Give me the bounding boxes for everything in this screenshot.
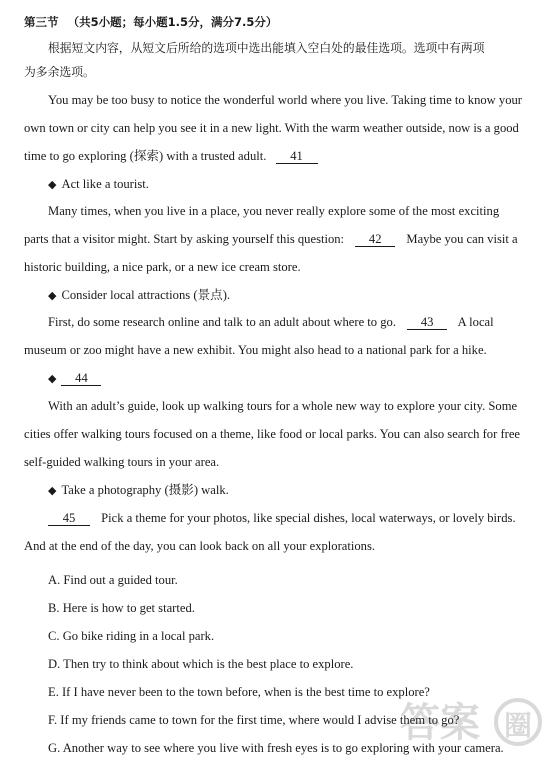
blank-45[interactable]: 45	[48, 511, 90, 526]
option-a[interactable]: A. Find out a guided tour.	[48, 573, 178, 587]
p5-line-1	[48, 510, 516, 526]
p3-line-1	[48, 314, 494, 330]
subheading-4-text: Take a photography (摄影) walk.	[61, 483, 229, 497]
option-b[interactable]: B. Here is how to get started.	[48, 601, 195, 615]
diamond-bullet-icon: ◆	[48, 179, 57, 191]
subheading-2-text: Consider local attractions (景点).	[61, 288, 231, 302]
p3-line-1-text-post: A local	[457, 315, 494, 329]
p2-line-3: historic building, a nice park, or a new ice cream store.	[24, 260, 301, 274]
svg-text:答案: 答案	[400, 700, 480, 746]
p4-line-3: self-guided walking tours in your area.	[24, 455, 220, 469]
diamond-bullet-icon: ◆	[48, 290, 57, 302]
p5-line-2: And at the end of the day, you can look back on all your explorations.	[24, 539, 376, 553]
option-c[interactable]: C. Go bike riding in a local park.	[48, 629, 215, 643]
option-e[interactable]: E. If I have never been to the town before, when is the best time to explore?	[48, 685, 430, 699]
diamond-bullet-icon: ◆	[48, 373, 57, 385]
subheading-4	[48, 482, 229, 499]
subheading-1	[48, 176, 149, 193]
p4-line-1: With an adult’s guide, look up walking tours for a whole new way to explore your city. Some	[48, 399, 518, 413]
subheading-1-text: Act like a tourist.	[61, 177, 149, 191]
blank-41[interactable]: 41	[276, 149, 318, 164]
p3-line-1-text-pre: First, do some research online and talk to an adult about where to go.	[48, 315, 396, 329]
svg-text:圈: 圈	[504, 709, 533, 742]
p2-line-2-text-post: Maybe you can visit a	[406, 232, 518, 246]
blank-44[interactable]: 44	[61, 371, 101, 386]
section-title: 第三节	[24, 15, 59, 29]
p2-line-2	[24, 231, 518, 247]
diamond-bullet-icon: ◆	[48, 485, 57, 497]
option-g[interactable]: G. Another way to see where you live with fresh eyes is to go exploring with your camera.	[48, 741, 504, 755]
p5-line-1-text: Pick a theme for your photos, like special dishes, local waterways, or lovely birds.	[101, 511, 516, 525]
p2-line-1: Many times, when you live in a place, you never really explore some of the most exciting	[48, 204, 500, 218]
p1-line-1: You may be too busy to notice the wonderful world where you live. Taking time to know your	[48, 93, 522, 107]
p1-line-2: own town or city can help you see it in a new light. With the warm weather outside, now is a good	[24, 121, 519, 135]
answer-circle-watermark-logo	[394, 688, 544, 758]
section-header	[24, 14, 277, 30]
blank-43[interactable]: 43	[407, 315, 447, 330]
p1-line-3-text: time to go exploring (探索) with a trusted adult.	[24, 149, 267, 163]
p2-line-2-text-pre: parts that a visitor might. Start by asking yourself this question:	[24, 232, 345, 246]
subheading-2	[48, 287, 230, 304]
p4-line-2: cities offer walking tours focused on a theme, like food or local parks. You can also search for free	[24, 427, 521, 441]
option-f[interactable]: F. If my friends came to town for the first time, where would I advise them to go?	[48, 713, 460, 727]
subheading-3	[48, 370, 101, 387]
p1-line-3	[24, 148, 318, 164]
option-d[interactable]: D. Then try to think about which is the best place to explore.	[48, 657, 354, 671]
p3-line-2: museum or zoo might have a new exhibit. You might also head to a national park for a hike.	[24, 343, 487, 357]
section-subtitle: （共5小题；每小题1.5分，满分7.5分）	[67, 15, 278, 29]
instruction-line-2: 为多余选项。	[24, 65, 95, 79]
instruction-line-1: 根据短文内容，从短文后所给的选项中选出能填入空白处的最佳选项。选项中有两项	[48, 41, 485, 55]
blank-42[interactable]: 42	[355, 232, 395, 247]
